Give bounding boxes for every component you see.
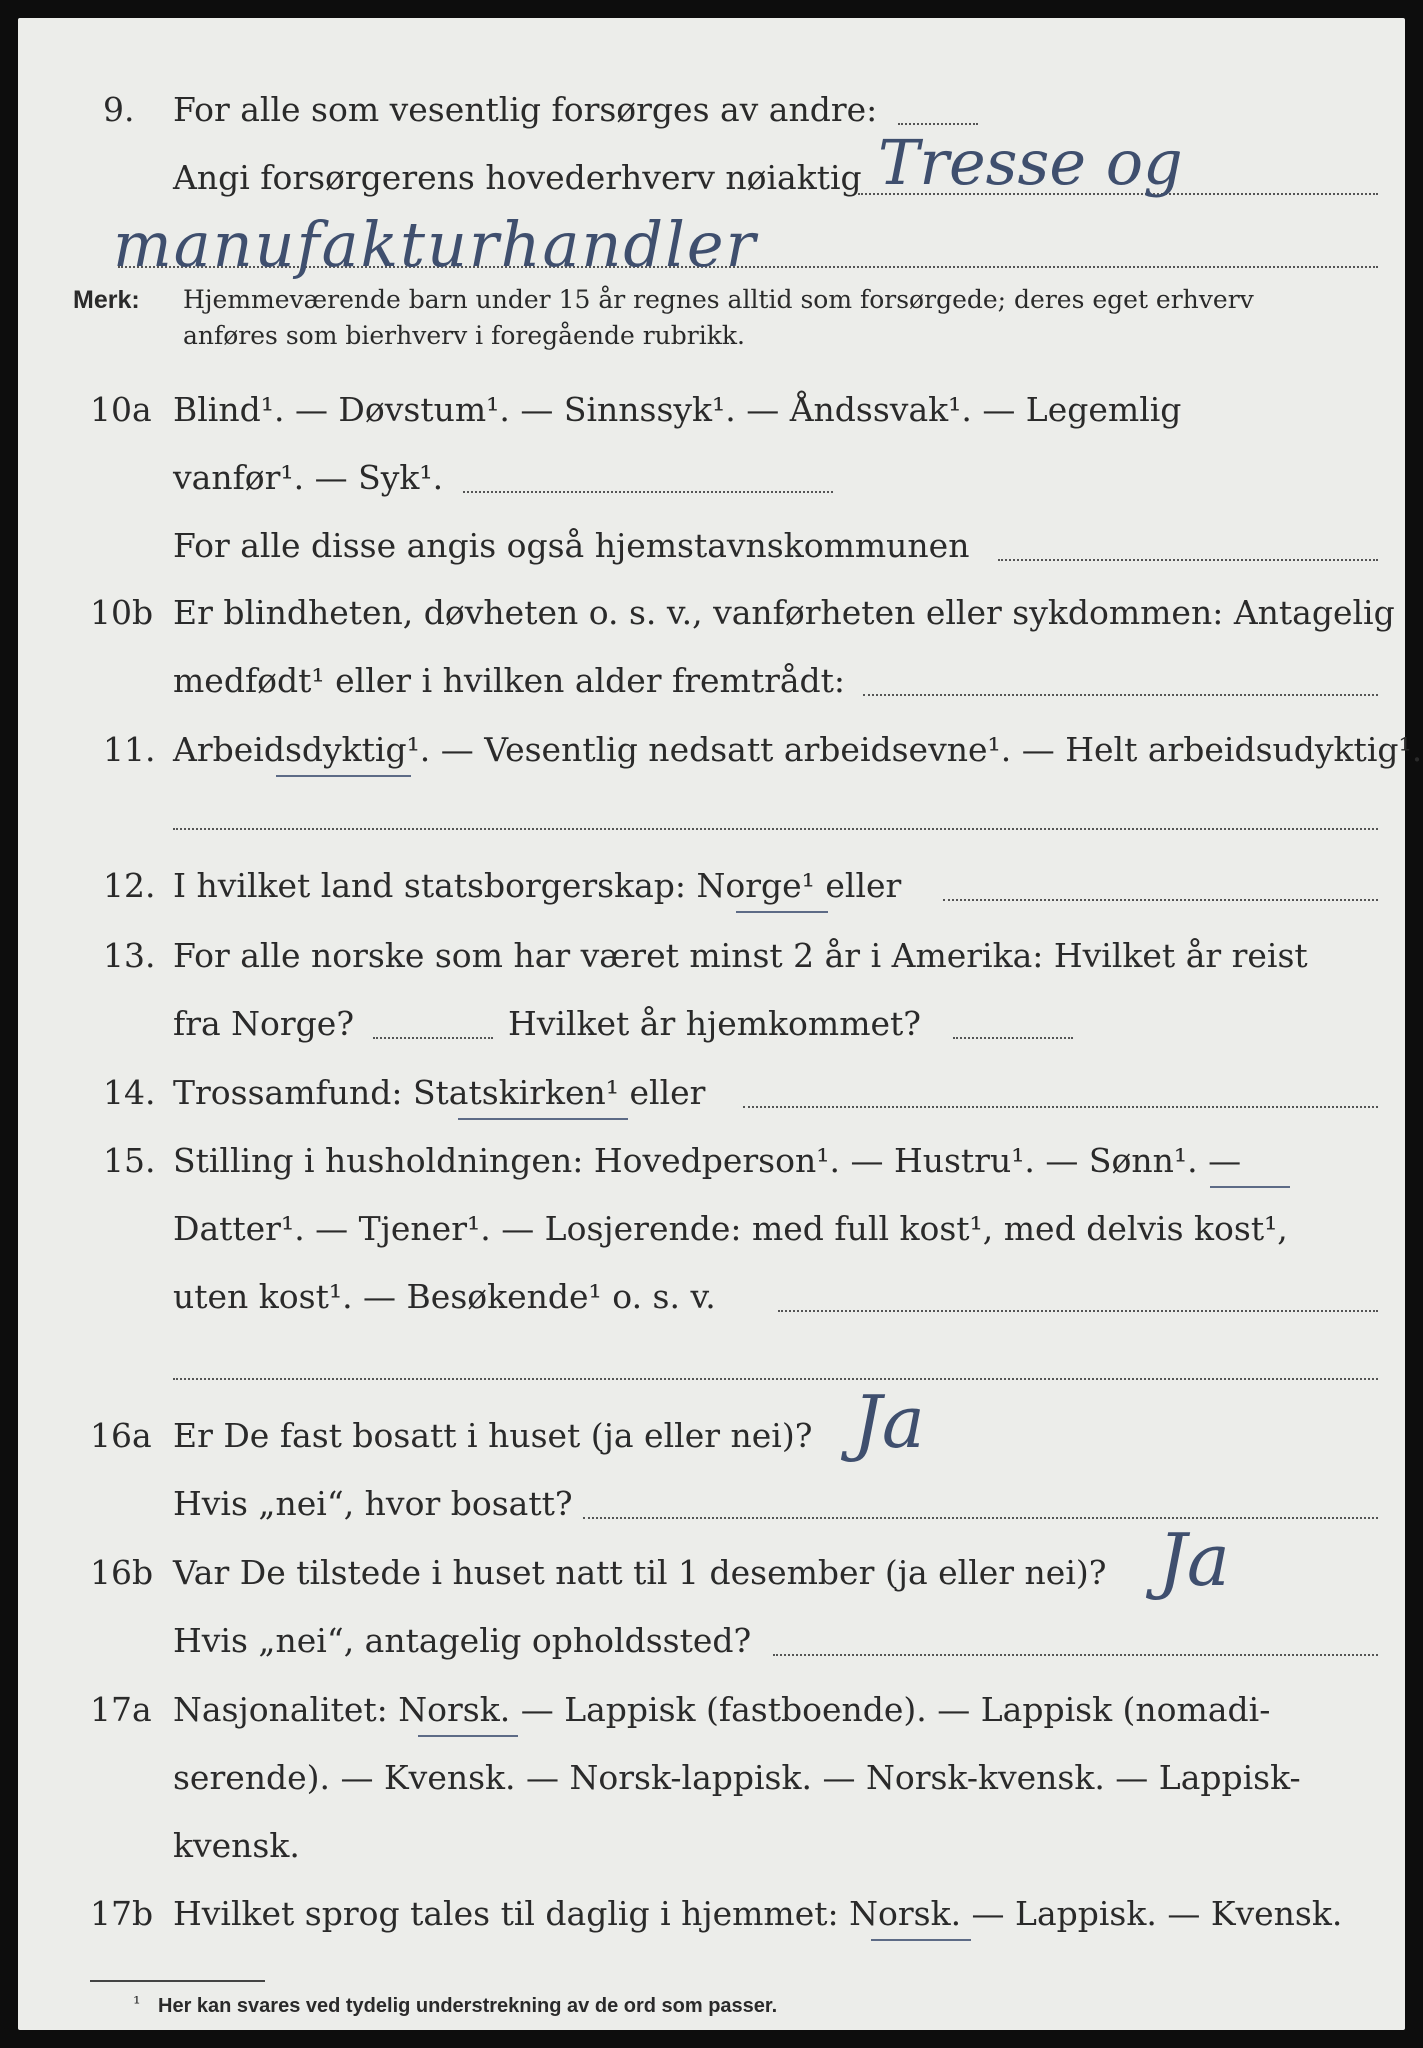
q17b-underline-norsk [871, 1939, 971, 1941]
merk-line2: anføres som bierhverv i foregående rubrikk. [183, 321, 745, 350]
q9-handwritten-answer-1: Tresse og [878, 126, 1183, 199]
q17a-line2: serende). — Kvensk. — Norsk-lappisk. — Norsk-kvensk. — Lappisk- [173, 1758, 1301, 1797]
q16a-handwritten-answer: Ja [853, 1380, 925, 1464]
q12-number: 12. [103, 866, 156, 905]
q13-line1: For alle norske som har været minst 2 år i Amerika: Hvilket år reist [173, 936, 1308, 975]
footnote-text: Her kan svares ved tydelig understrekning av de ord som passer. [158, 1995, 778, 2017]
q10b-number: 10b [90, 593, 154, 632]
q16a-number: 16a [90, 1416, 152, 1455]
q16a-line2: Hvis „nei“, hvor bosatt? [173, 1484, 573, 1523]
q15-line1: Stilling i husholdningen: Hovedperson¹. — Hustru¹. — Sønn¹. — [173, 1141, 1242, 1180]
q16b-line1: Var De tilstede i huset natt til 1 desember (ja eller nei)? [173, 1553, 1107, 1592]
q11-underline-arbeidsdyktig [276, 775, 411, 777]
q17b-line1: Hvilket sprog tales til daglig i hjemmet: Norsk. — Lappisk. — Kvensk. [173, 1894, 1343, 1933]
q11-line1: Arbeidsdyktig¹. — Vesentlig nedsatt arbeidsevne¹. — Helt arbeidsudyktig¹. [173, 730, 1423, 769]
q16b-handwritten-answer: Ja [1158, 1518, 1230, 1602]
footnote-mark: ¹ [133, 1993, 141, 2015]
q17b-number: 17b [90, 1894, 154, 1933]
q12-answer-line[interactable] [943, 899, 1378, 901]
q16b-answer-line[interactable] [773, 1654, 1378, 1656]
q10a-number: 10a [90, 390, 152, 429]
q10a-line1: Blind¹. — Døvstum¹. — Sinnssyk¹. — Åndssvak¹. — Legemlig [173, 390, 1182, 429]
q10b-answer-line[interactable] [863, 694, 1378, 696]
q13-line2b: Hvilket år hjemkommet? [508, 1004, 921, 1043]
q13-departure-year-line[interactable] [373, 1037, 493, 1039]
q17a-line1: Nasjonalitet: Norsk. — Lappisk (fastboende). — Lappisk (nomadi- [173, 1690, 1271, 1729]
q16a-line1: Er De fast bosatt i huset (ja eller nei)? [173, 1416, 813, 1455]
q16a-answer-line[interactable] [583, 1517, 1378, 1519]
q9-line1: For alle som vesentlig forsørges av andre: [173, 90, 878, 129]
q15-line3: uten kost¹. — Besøkende¹ o. s. v. [173, 1277, 716, 1316]
q13-line2a: fra Norge? [173, 1004, 355, 1043]
q9-line1-fill [898, 123, 978, 125]
q12-line1: I hvilket land statsborgerskap: Norge¹ eller [173, 866, 902, 905]
q10a-hometown-line[interactable] [998, 559, 1378, 561]
q13-return-year-line[interactable] [953, 1037, 1073, 1039]
q16b-line2: Hvis „nei“, antagelig opholdssted? [173, 1621, 752, 1660]
q15-number: 15. [103, 1141, 156, 1180]
q12-underline-norge [736, 911, 828, 913]
q15-underline-sonn [1210, 1186, 1290, 1188]
q10b-line2: medfødt¹ eller i hvilken alder fremtrådt: [173, 661, 846, 700]
q10b-line1: Er blindheten, døvheten o. s. v., vanførheten eller sykdommen: Antagelig [173, 593, 1395, 632]
q17a-number: 17a [90, 1690, 152, 1729]
q15-line2: Datter¹. — Tjener¹. — Losjerende: med full kost¹, med delvis kost¹, [173, 1209, 1288, 1248]
q14-underline-statskirken [458, 1118, 628, 1120]
q13-number: 13. [103, 936, 156, 975]
q14-number: 14. [103, 1073, 156, 1112]
census-form-page [18, 18, 1423, 2030]
footnote-rule [90, 1980, 265, 1982]
q11-answer-line[interactable] [173, 828, 1378, 830]
q17a-underline-norsk [418, 1735, 518, 1737]
q10a-line3: For alle disse angis også hjemstavnskommunen [173, 526, 970, 565]
q10a-answer-line[interactable] [463, 491, 833, 493]
q11-number: 11. [103, 730, 156, 769]
q15-answer-line[interactable] [778, 1310, 1378, 1312]
q16b-number: 16b [90, 1553, 154, 1592]
q9-line2: Angi forsørgerens hovederhverv nøiaktig [173, 158, 862, 197]
merk-label: Merk: [73, 286, 140, 314]
q15-answer-line-2[interactable] [173, 1378, 1378, 1380]
q9-number: 9. [103, 90, 135, 129]
q17a-line3: kvensk. [173, 1826, 300, 1865]
q10a-line2: vanfør¹. — Syk¹. [173, 458, 444, 497]
q14-answer-line[interactable] [743, 1106, 1378, 1108]
merk-line1: Hjemmeværende barn under 15 år regnes alltid som forsørgede; deres eget erhverv [183, 285, 1254, 314]
q9-handwritten-answer-2: manufakturhandler [113, 208, 758, 281]
q14-line1: Trossamfund: Statskirken¹ eller [173, 1073, 706, 1112]
